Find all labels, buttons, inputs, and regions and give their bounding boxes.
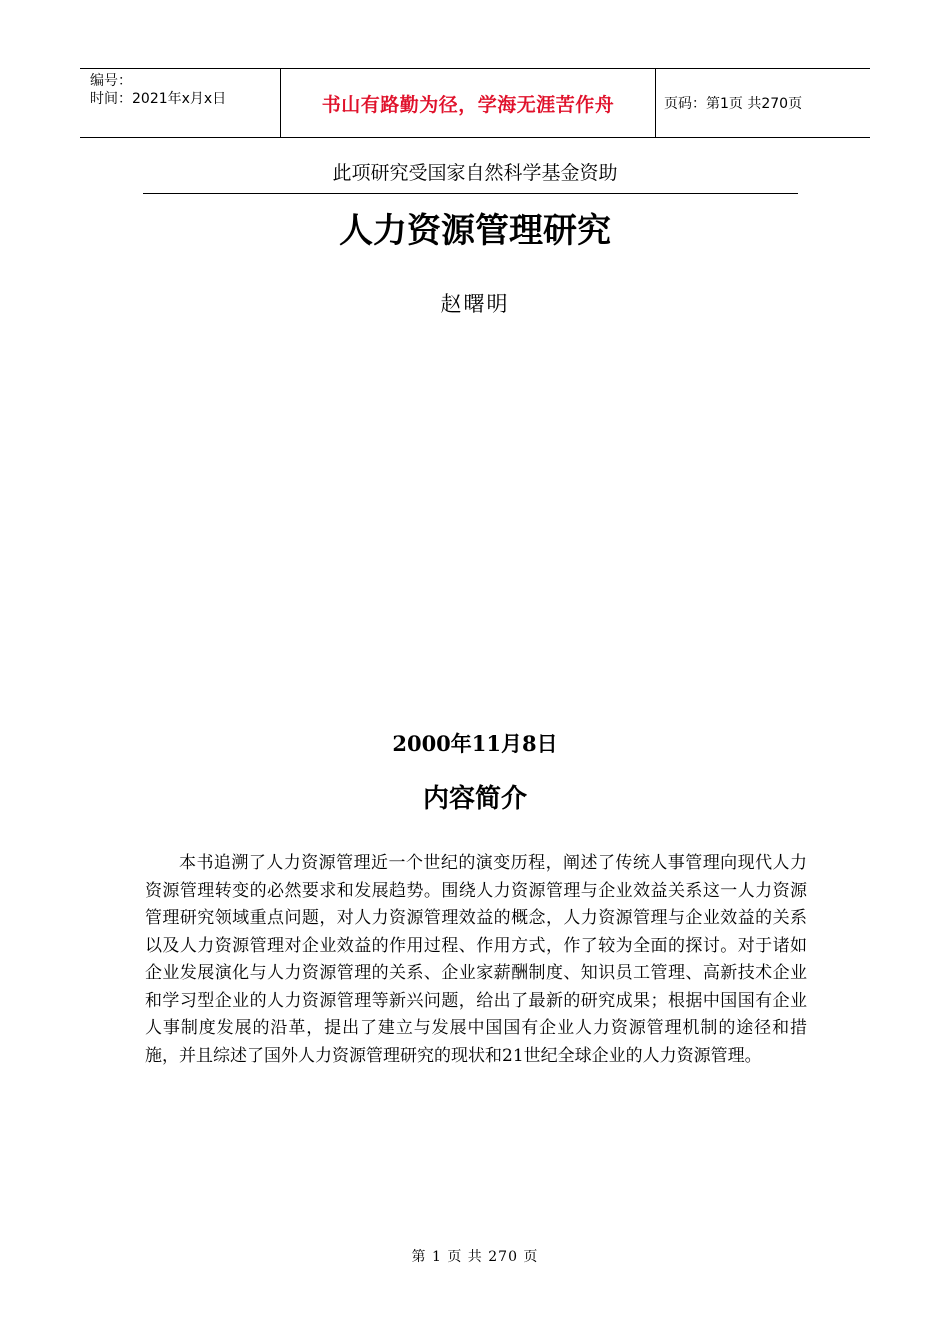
header-table [80, 68, 870, 138]
intro-heading: 内容简介 [422, 784, 527, 814]
funding-note: 此项研究受国家自然科学基金资助 [332, 162, 618, 184]
page-footer: 第 1 页 共 270 页 [411, 1249, 539, 1265]
header-motto-cell [280, 69, 656, 137]
abstract-paragraph: 本书追溯了人力资源管理近一个世纪的演变历程，阐述了传统人事管理向现代人力资源管理转变的必然要求和发展趋势。围绕人力资源管理与企业效益关系这一人力资源管理研究领域重点问题，对人力资源管理效益的概念，人力资源管理与企业效益的关系以及人力资源管理对企业效益的作用过程、作用方式，作了较为全面的探讨。对于诸如企业发展演化与人力资源管理的关系、企业家薪酬制度、知识员工管理、高新技术企业和学习型企业的人力资源管理等新兴问题，给出了最新的研究成果；根据中国国有企业人事制度发展的沿革，提出了建立与发展中国国有企业人力资源管理机制的途径和措施，并且综述了国外人力资源管理研究的现状和21世纪全球企业的人力资源管理。 [145, 853, 807, 1066]
author: 赵曙明 [440, 292, 510, 316]
document-title: 人力资源管理研究 [339, 211, 611, 251]
time-label: 时间：2021年x月x日 [90, 91, 227, 107]
publication-date: 2000年11月8日 [392, 731, 558, 756]
header-meta [80, 69, 280, 137]
header-page-info: 页码：第1页 共270页 [664, 96, 803, 112]
divider [143, 193, 798, 194]
number-label: 编号： [90, 73, 132, 89]
motto-text: 书山有路勤为径，学海无涯苦作舟 [321, 93, 615, 116]
